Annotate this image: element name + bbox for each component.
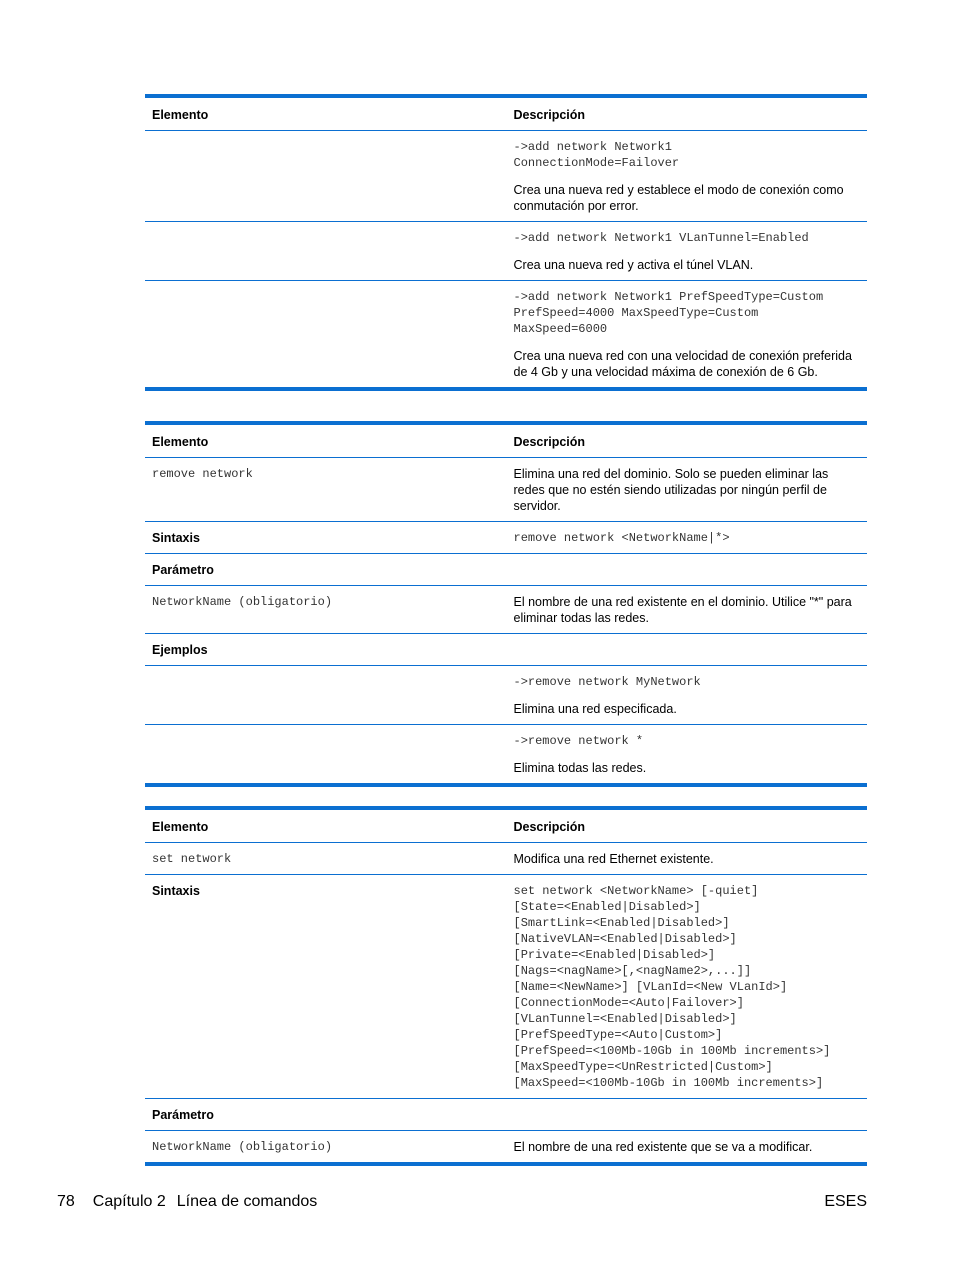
example-code: ->add network Network1 VLanTunnel=Enabled [513, 231, 809, 245]
item-desc: Elimina una red del dominio. Solo se pueden eliminar las redes que no estén siendo utilizadas por ningún perfil de servidor. [506, 458, 867, 522]
example-cell [506, 725, 867, 786]
example-code: ->add network Network1 ConnectionMode=Failover [513, 140, 680, 170]
table-row [145, 522, 867, 554]
item-desc: Modifica una red Ethernet existente. [506, 843, 867, 875]
table-header-row [145, 808, 867, 843]
empty-cell [145, 131, 506, 222]
chapter-label: Capítulo 2 [92, 1193, 166, 1210]
header-elemento: Elemento [145, 423, 506, 458]
table-row [145, 586, 867, 634]
param-code: NetworkName (obligatorio) [152, 1140, 333, 1154]
table-set-network [145, 806, 867, 1166]
example-cell [506, 222, 867, 281]
param-code: NetworkName (obligatorio) [152, 595, 333, 609]
page-footer [57, 1192, 317, 1212]
empty-cell [506, 1099, 867, 1131]
table-row [145, 1099, 867, 1131]
empty-cell [506, 634, 867, 666]
table-row [145, 666, 867, 725]
table-row [145, 875, 867, 1099]
table-row [145, 222, 867, 281]
example-desc: Elimina una red especificada. [513, 702, 677, 716]
header-elemento: Elemento [145, 808, 506, 843]
param-label: Parámetro [145, 554, 506, 586]
example-cell [506, 131, 867, 222]
example-code: ->add network Network1 PrefSpeedType=Custom PrefSpeed=4000 MaxSpeedType=Custom MaxSpeed=6000 [513, 290, 824, 336]
param-label: Parámetro [145, 1099, 506, 1131]
table-row [145, 634, 867, 666]
example-cell [506, 281, 867, 390]
table-row [145, 1131, 867, 1165]
example-desc: Crea una nueva red con una velocidad de conexión preferida de 4 Gb y una velocidad máxima de conexión de 6 Gb. [513, 349, 852, 379]
table-row [145, 843, 867, 875]
empty-cell [145, 281, 506, 390]
table-remove-network [145, 421, 867, 787]
table-row [145, 458, 867, 522]
example-code: ->remove network * [513, 734, 644, 748]
empty-cell [145, 725, 506, 786]
table-add-network-examples [145, 94, 867, 391]
examples-label: Ejemplos [145, 634, 506, 666]
table-header-row [145, 423, 867, 458]
header-descripcion: Descripción [506, 808, 867, 843]
empty-cell [145, 222, 506, 281]
param-desc: El nombre de una red existente en el dominio. Utilice "*" para eliminar todas las redes. [506, 586, 867, 634]
table-row [145, 725, 867, 786]
example-code: ->remove network MyNetwork [513, 675, 701, 689]
item-code: set network [152, 852, 232, 866]
table-row [145, 131, 867, 222]
item-code: remove network [152, 467, 253, 481]
table-header-row [145, 96, 867, 131]
syntax-code: remove network <NetworkName|*> [513, 531, 730, 545]
chapter-title: Línea de comandos [176, 1193, 318, 1210]
empty-cell [506, 554, 867, 586]
example-desc: Crea una nueva red y activa el túnel VLAN. [513, 258, 754, 272]
example-desc: Crea una nueva red y establece el modo de conexión como conmutación por error. [513, 183, 844, 213]
header-elemento: Elemento [145, 96, 506, 131]
example-cell [506, 666, 867, 725]
example-desc: Elimina todas las redes. [513, 761, 647, 775]
header-descripcion: Descripción [506, 423, 867, 458]
header-descripcion: Descripción [506, 96, 867, 131]
param-desc: El nombre de una red existente que se va a modificar. [513, 1140, 813, 1154]
page-number: 78 [57, 1193, 75, 1210]
footer-locale: ESES [824, 1193, 867, 1210]
empty-cell [145, 666, 506, 725]
table-row [145, 281, 867, 390]
syntax-label: Sintaxis [145, 875, 506, 1099]
syntax-label: Sintaxis [145, 522, 506, 554]
syntax-code: set network <NetworkName> [-quiet] [State=<Enabled|Disabled>] [SmartLink=<Enabled|Disabled>] [NativeVLAN=<Enabled|Disabled>] [Private=<Enabled|Disabled>] [Nags=<nagName>[,<nagName2>,...]] [Name=<NewName>] [VLanId=<New VLanId>] [ConnectionMode=<Auto|Failover>] [VLanTunnel=<Enabled|Disabled>] [PrefSpeedType=<Auto|Custom>] [PrefSpeed=<100Mb-10Gb in 100Mb increments>] [MaxSpeedType=<UnRestricted|Custom>] [MaxSpeed=<100Mb-10Gb in 100Mb increments>] [513, 884, 831, 1090]
table-row [145, 554, 867, 586]
